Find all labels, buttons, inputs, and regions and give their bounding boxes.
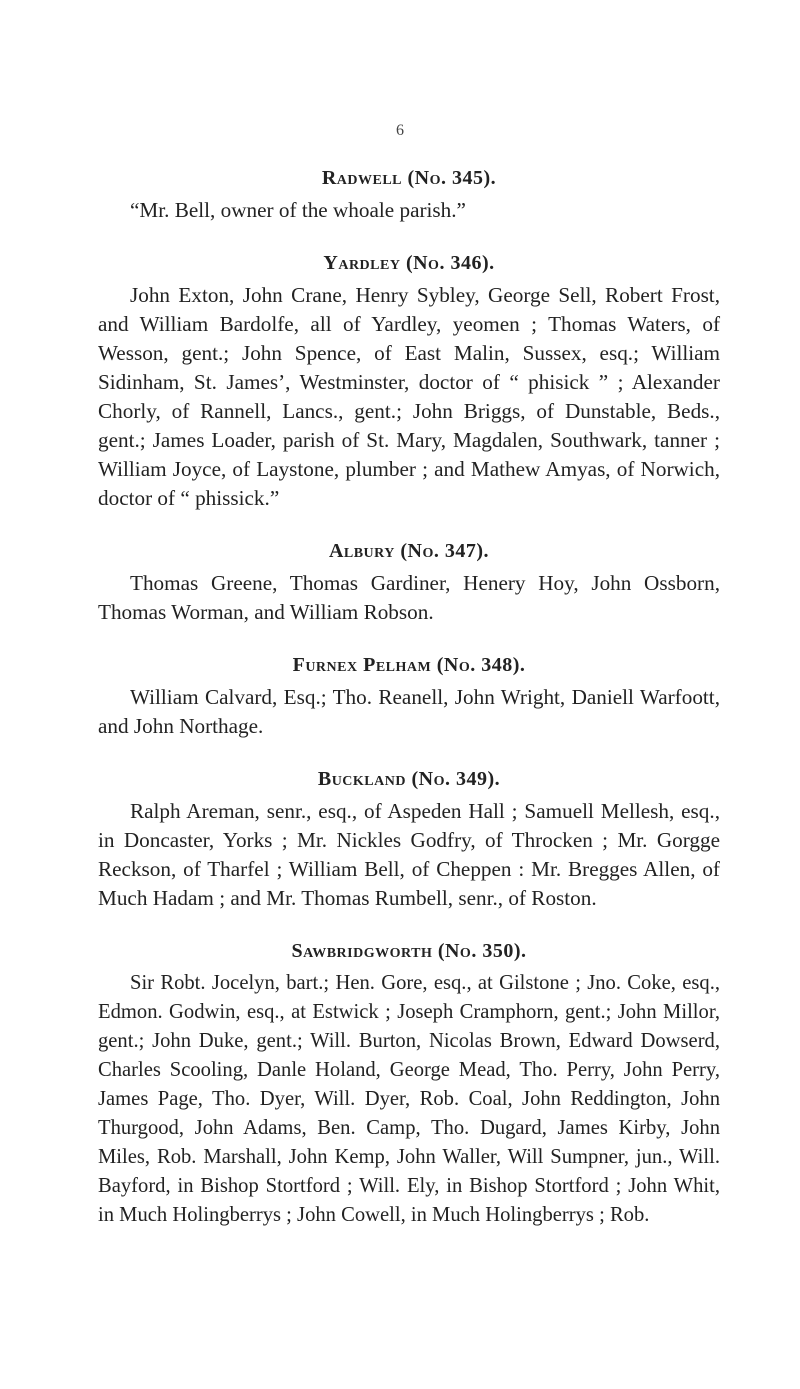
heading-yardley: Yardley (No. 346). [323,252,495,274]
entry-buckland: Ralph Areman, senr., esq., of Aspeden Hall ; Samuell Mellesh, esq., in Doncaster, Yorks ; Mr. Nickles Godfry, of Throcken ; Mr. Gorgge Reckson, of Tharfel ; William Bell, of Cheppen : Mr. Bregges Allen, of Much Hadam ; and Mr. Thomas Rumbell, senr., of Roston. [98,799,720,910]
heading-sawbridgworth: Sawbridgworth (No. 350). [291,940,527,962]
page-number: 6 [396,122,404,139]
entry-radwell: “Mr. Bell, owner of the whoale parish.” [130,198,466,222]
entry-sawbridgworth: Sir Robt. Jocelyn, bart.; Hen. Gore, esq., at Gilstone ; Jno. Coke, esq., Edmon. Godwin, esq., at Estwick ; Joseph Cramphorn, gent.; John Millor, gent.; John Duke, gent.; Will. Burton, Nicolas Brown, Edward Dowserd, Charles Scooling, Danle Holand, George Mead, Tho. Perry, John Perry, James Page, Tho. Dyer, Will. Dyer, Rob. Coal, John Reddington, John Thurgood, John Adams, Ben. Camp, Tho. Dugard, James Kirby, John Miles, Rob. Marshall, John Kemp, John Waller, Will Sumpner, jun., Will. Bayford, in Bishop Stortford ; Will. Ely, in Bishop Stortford ; John Whit, in Much Holingberrys ; John Cowell, in Much Holingberrys ; Rob. [98,972,720,1226]
entry-albury: Thomas Greene, Thomas Gardiner, Henery Hoy, John Ossborn, Thomas Worman, and William Robson. [98,571,720,624]
entry-yardley: John Exton, John Crane, Henry Sybley, George Sell, Robert Frost, and William Bardolfe, all of Yardley, yeomen ; Thomas Waters, of Wesson, gent.; John Spence, of East Malin, Sussex, esq.; William Sidinham, St. James’, Westminster, doctor of “ phisick ” ; Alexander Chorly, of Rannell, Lancs., gent.; John Briggs, of Dunstable, Beds., gent.; James Loader, parish of St. Mary, Magdalen, Southwark, tanner ; William Joyce, of Laystone, plumber ; and Mathew Amyas, of Norwich, doctor of “ phissick.” [98,283,720,510]
page-text [98,160,720,1230]
heading-buckland: Buckland (No. 349). [317,768,501,790]
heading-furnex-pelham: Furnex Pelham (No. 348). [292,654,526,676]
heading-albury: Albury (No. 347). [328,540,490,562]
entry-furnex-pelham: William Calvard, Esq.; Tho. Reanell, John Wright, Daniell Warfoott, and John Northage. [98,685,720,738]
heading-radwell: Radwell (No. 345). [321,167,497,189]
